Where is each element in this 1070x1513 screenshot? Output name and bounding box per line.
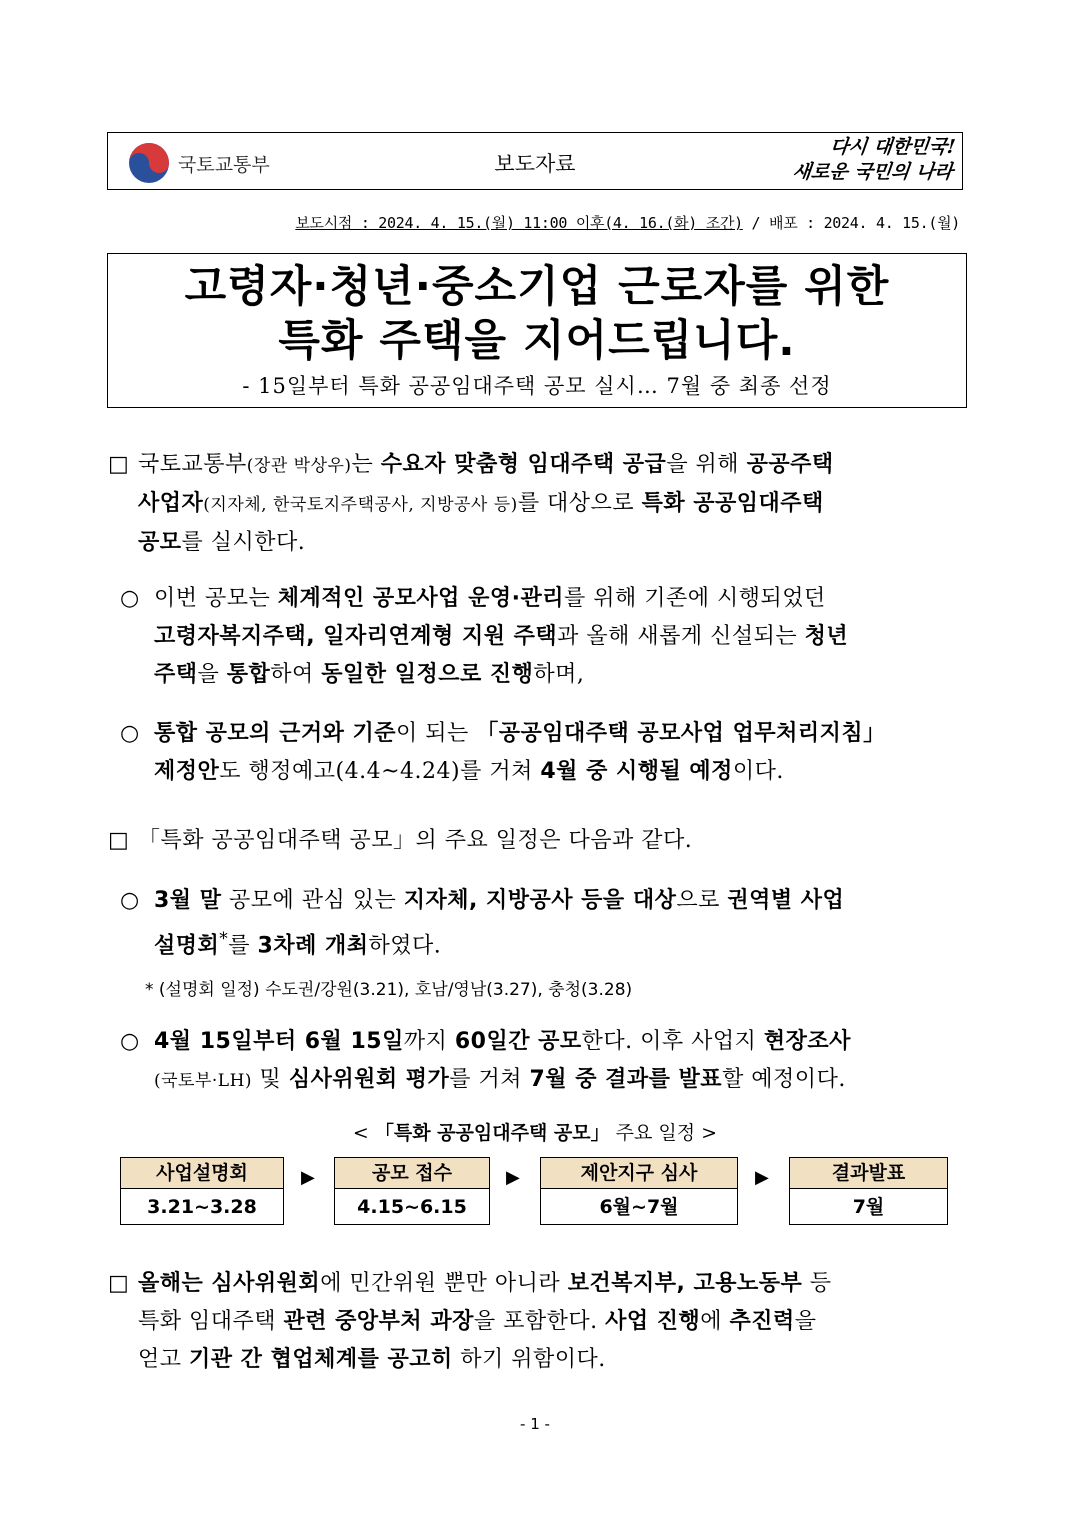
step-date: 3.21~3.28 (147, 1196, 257, 1218)
emphasis: 올해는 (138, 1271, 212, 1296)
emphasis: 현장조사 (763, 1029, 851, 1054)
schedule-step-review (540, 1157, 738, 1225)
emphasis: 보건복지부, 고용노동부 (567, 1271, 803, 1296)
emphasis: 추진력 (729, 1309, 795, 1334)
square-bullet: □ (108, 828, 130, 853)
text: 를 (228, 933, 258, 959)
section-1-paragraph (108, 446, 978, 562)
section-2-item-1 (120, 882, 980, 965)
embargo-time: 보도시점 : 2024. 4. 15.(월) 11:00 이후(4. 16.(화) 조간) (295, 214, 743, 232)
text: 할 예정이다. (722, 1067, 846, 1092)
emphasis: 심사위원회 평가 (288, 1067, 450, 1092)
arrow-right-icon: ▶ (755, 1167, 769, 1188)
emphasis: 3월 말 (154, 888, 222, 913)
text: 등 (802, 1271, 832, 1296)
emphasis: 기관 간 협업체계를 공고히 (189, 1347, 453, 1372)
emphasis: 60일간 공모 (454, 1029, 582, 1054)
schedule-title (0, 1118, 1070, 1145)
page-number: - 1 - (520, 1415, 550, 1433)
text: (장관 박상우) (246, 456, 352, 476)
text: 를 대상으로 (517, 491, 642, 516)
emphasis: 설명회 (154, 933, 220, 959)
ministry-name: 국토교통부 (178, 153, 270, 176)
emphasis: 고령자복지주택, 일자리연계형 지원 주택 (154, 624, 558, 649)
emphasis: 7월 중 결과를 발표 (529, 1067, 723, 1092)
step-date: 7월 (852, 1196, 885, 1218)
square-bullet: □ (108, 1271, 130, 1296)
text: 이번 공모는 (154, 586, 278, 611)
text: 을 (794, 1309, 817, 1334)
emphasis: 심사위원회 (211, 1271, 321, 1296)
section-3-paragraph (108, 1265, 978, 1379)
text: 을 (197, 662, 227, 687)
emphasis: 4월 중 시행될 예정 (540, 759, 733, 784)
emphasis: 사업자 (138, 491, 204, 516)
text: 를 위해 기존에 시행되었던 (563, 586, 826, 611)
schedule-step-briefing (120, 1157, 284, 1225)
emphasis: 권역별 사업 (727, 888, 845, 913)
text: 공모에 관심 있는 (221, 888, 404, 913)
step-label: 공모 접수 (335, 1158, 489, 1189)
text: (국토부·LH) (154, 1071, 253, 1091)
text: 하기 위함이다. (452, 1347, 606, 1372)
government-slogan (761, 135, 956, 185)
emphasis: 통합 (226, 662, 271, 687)
emphasis: 「특화 공공임대주택 공모」 (374, 1122, 610, 1144)
text: 주요 일정 > (609, 1122, 718, 1144)
square-bullet: □ (108, 452, 130, 477)
circle-bullet: ○ (120, 888, 140, 913)
headline-box (107, 253, 967, 408)
text: 는 (351, 452, 381, 477)
emphasis: 공모 (138, 530, 182, 555)
emphasis: 「공공임대주택 공모사업 업무처리지침」 (476, 721, 886, 746)
embargo-line (295, 212, 960, 233)
circle-bullet: ○ (120, 1029, 140, 1054)
emphasis: 관련 중앙부처 과장 (283, 1309, 474, 1334)
emphasis: 3차례 개최 (257, 933, 369, 959)
step-date: 4.15~6.15 (357, 1196, 467, 1218)
emphasis: 체계적인 공모사업 운영·관리 (277, 586, 564, 611)
headline-line-2: 특화 주택을 지어드립니다. (278, 316, 796, 366)
text: 를 실시한다. (181, 530, 306, 555)
schedule-step-result (789, 1157, 948, 1225)
emphasis: 특화 공공임대주택 (641, 491, 824, 516)
circle-bullet: ○ (120, 721, 140, 746)
text: 을 포함한다. (473, 1309, 606, 1334)
text: 하며, (533, 662, 585, 687)
text: 과 올해 새롭게 신설되는 (557, 624, 805, 649)
emphasis: 지자체, 지방공사 등을 대상 (403, 888, 677, 913)
text: 도 행정예고(4.4~4.24)를 거쳐 (219, 759, 541, 784)
text: 이다. (732, 759, 784, 784)
briefing-schedule-note: * (설명회 일정) 수도권/강원(3.21), 호남/영남(3.27), 충청(3.28) (145, 980, 633, 1000)
text: 에 민간위원 뿐만 아니라 (320, 1271, 568, 1296)
text: 하여 (270, 662, 322, 687)
emphasis: 청년 (804, 624, 849, 649)
text: 특화 임대주택 (138, 1309, 284, 1334)
emphasis: 주택 (154, 662, 198, 687)
distribution-time: / 배포 : 2024. 4. 15.(월) (742, 214, 960, 232)
step-date: 6월~7월 (599, 1196, 679, 1218)
text: < (352, 1122, 375, 1144)
text: 한다. 이후 사업지 (581, 1029, 764, 1054)
section-2-paragraph (108, 822, 978, 860)
step-label: 결과발표 (790, 1158, 947, 1189)
circle-bullet: ○ (120, 586, 140, 611)
text: (지자체, 한국토지주택공사, 지방공사 등) (203, 495, 518, 515)
text: 「특화 공공임대주택 공모」의 주요 일정은 다음과 같다. (138, 828, 693, 853)
subheadline: - 15일부터 특화 공공임대주택 공모 실시… 7월 중 최종 선정 (242, 374, 832, 398)
text: 국토교통부 (138, 452, 247, 477)
text: 까지 (403, 1029, 455, 1054)
arrow-right-icon: ▶ (301, 1167, 315, 1188)
text: 을 위해 (666, 452, 747, 477)
text: 에 (700, 1309, 730, 1334)
doc-type-label: 보도자료 (494, 152, 576, 176)
emphasis: 동일한 일정으로 진행 (321, 662, 534, 687)
text: 얻고 (138, 1347, 189, 1372)
text: 를 거쳐 (449, 1067, 530, 1092)
section-1-item-2 (120, 715, 980, 791)
emphasis: 제정안 (154, 759, 220, 784)
emphasis: 사업 진행 (605, 1309, 701, 1334)
emphasis: 통합 공모의 근거와 기준 (154, 721, 396, 746)
headline-line-1: 고령자·청년·중소기업 근로자를 위한 (184, 262, 890, 312)
arrow-right-icon: ▶ (506, 1167, 520, 1188)
text: 및 (252, 1067, 289, 1092)
text: 으로 (676, 888, 728, 913)
slogan-line-1: 다시 대한민국! (829, 136, 957, 158)
step-label: 제안지구 심사 (541, 1158, 737, 1189)
text: 하였다. (368, 933, 442, 959)
schedule-step-submission (334, 1157, 490, 1225)
footnote-mark: * (219, 929, 229, 949)
section-1-item-1 (120, 580, 980, 694)
emphasis: 수요자 맞춤형 임대주택 공급 (380, 452, 667, 477)
emphasis: 4월 15일부터 6월 15일 (154, 1029, 404, 1054)
emphasis: 공공주택 (746, 452, 834, 477)
step-label: 사업설명회 (121, 1158, 283, 1189)
slogan-line-2: 새로운 국민의 나라 (791, 161, 954, 183)
section-2-item-2 (120, 1023, 980, 1100)
press-release-header (107, 132, 963, 190)
text: 이 되는 (396, 721, 477, 746)
